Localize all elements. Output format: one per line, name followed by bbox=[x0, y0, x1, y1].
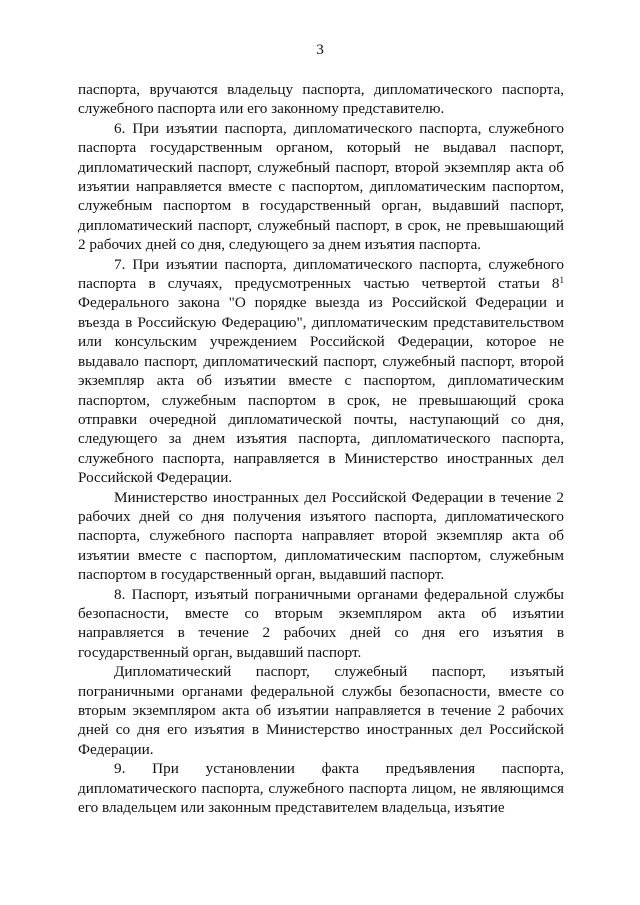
paragraph-item-7-text-start: 7. При изъятии паспорта, дипломатического паспорта, служебного паспорта в случаях, предусмотренных частью четвертой статьи 8 bbox=[78, 255, 564, 293]
paragraph-item-8: 8. Паспорт, изъятый пограничными органами федеральной службы безопасности, вместе со вторым экземпляром акта об изъятии направляется в течение 2 рабочих дней со дня его изъятия в государственный орган, выдавший паспорт. bbox=[78, 585, 564, 661]
paragraph-mfa-return: Министерство иностранных дел Российской Федерации в течение 2 рабочих дней со дня получения изъятого паспорта, дипломатического паспорта, служебного паспорта направляет второй экземпляр акта об изъятии вместе с паспортом, дипломатическим паспортом, служебным паспортом в государственный орган, выдавший паспорт. bbox=[78, 488, 564, 584]
article-superscript: 1 bbox=[559, 275, 564, 286]
paragraph-item-6: 6. При изъятии паспорта, дипломатического паспорта, служебного паспорта государственным органом, который не выдавал паспорт, дипломатический паспорт, служебный паспорт, второй экземпляр акта об изъятии направляется вместе с паспортом, дипломатическим паспортом, служебным паспортом в государственный орган, выдавший паспорт, дипломатический паспорт, служебный паспорт, в срок, не превышающий 2 рабочих дней со дня, следующего за днем изъятия паспорта. bbox=[78, 119, 564, 254]
paragraph-item-7-text-end: Федерального закона "О порядке выезда из Российской Федерации и въезда в Российскую Федерацию", дипломатическим представительством или консульским учреждением Российской Федерации, которое не выдавало паспорт, дипломатический паспорт, служебный паспорт, второй экземпляр акта об изъятии вместе с паспортом, дипломатическим паспортом, служебным паспортом в срок, не превышающий срока отправки очередной дипломатической почты, наступающий со дня, следующего за днем изъятия паспорта, дипломатического паспорта, служебного паспорта, направляется в Министерство иностранных дел Российской Федерации. bbox=[78, 294, 564, 487]
document-body bbox=[78, 80, 564, 817]
paragraph-item-7 bbox=[78, 255, 564, 488]
paragraph-item-9: 9. При установлении факта предъявления паспорта, дипломатического паспорта, служебного паспорта лицом, не являющимся его владельцем или законным представителем владельца, изъятие bbox=[78, 760, 564, 817]
paragraph-diplomatic-passport: Дипломатический паспорт, служебный паспорт, изъятый пограничными органами федеральной службы безопасности, вместе со вторым экземпляром акта об изъятии направляется в течение 2 рабочих дней со дня его изъятия в Министерство иностранных дел Российской Федерации. bbox=[78, 663, 564, 758]
paragraph-continuation: паспорта, вручаются владельцу паспорта, дипломатического паспорта, служебного паспорта или его законному представителю. bbox=[78, 81, 564, 118]
page-number: 3 bbox=[316, 41, 324, 58]
